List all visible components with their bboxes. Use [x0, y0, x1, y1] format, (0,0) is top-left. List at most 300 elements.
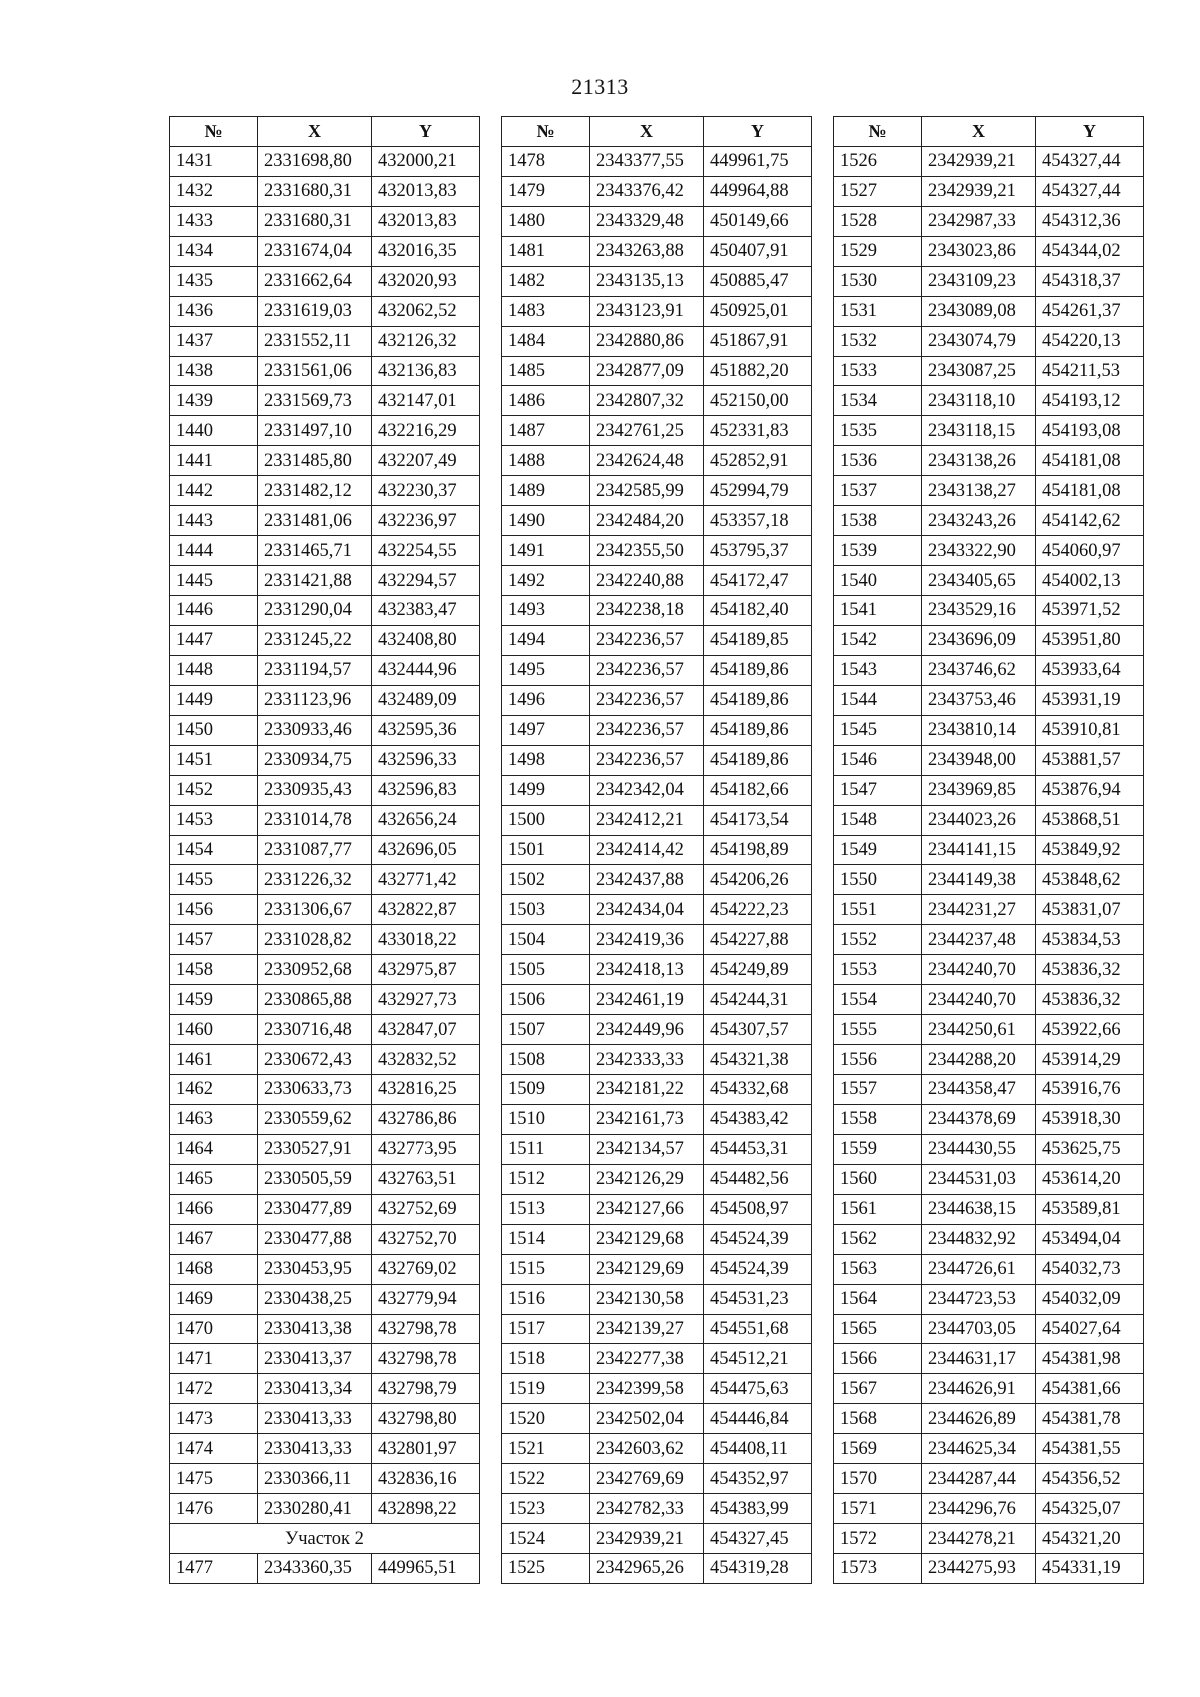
y-coordinate-cell: 454172,47: [704, 566, 812, 596]
point-number-cell: 1497: [502, 715, 590, 745]
x-coordinate-cell: 2342412,21: [590, 805, 704, 835]
y-coordinate-cell: 454327,44: [1036, 176, 1144, 206]
x-coordinate-cell: 2343138,26: [922, 446, 1036, 476]
x-coordinate-cell: 2344141,15: [922, 835, 1036, 865]
table-row: [170, 356, 480, 386]
point-number-cell: 1486: [502, 386, 590, 416]
y-coordinate-cell: 454060,97: [1036, 536, 1144, 566]
y-coordinate-cell: 453951,80: [1036, 625, 1144, 655]
x-coordinate-cell: 2343135,13: [590, 266, 704, 296]
point-number-cell: 1532: [834, 326, 922, 356]
x-coordinate-cell: 2331306,67: [258, 895, 372, 925]
table-row: [170, 206, 480, 236]
x-coordinate-cell: 2342161,73: [590, 1104, 704, 1134]
y-coordinate-cell: 453795,37: [704, 536, 812, 566]
point-number-cell: 1560: [834, 1164, 922, 1194]
point-number-cell: 1464: [170, 1134, 258, 1164]
x-coordinate-cell: 2344703,05: [922, 1314, 1036, 1344]
x-coordinate-cell: 2342434,04: [590, 895, 704, 925]
x-coordinate-cell: 2342181,22: [590, 1075, 704, 1105]
table-row: [502, 476, 812, 506]
y-coordinate-cell: 454002,13: [1036, 566, 1144, 596]
table-row: [170, 176, 480, 206]
y-coordinate-cell: 454381,98: [1036, 1344, 1144, 1374]
x-coordinate-cell: 2342965,26: [590, 1554, 704, 1584]
y-coordinate-cell: 453933,64: [1036, 655, 1144, 685]
point-number-cell: 1441: [170, 446, 258, 476]
table-row: [502, 1164, 812, 1194]
point-number-cell: 1510: [502, 1104, 590, 1134]
point-number-cell: 1542: [834, 625, 922, 655]
table-row: [170, 1015, 480, 1045]
x-coordinate-cell: 2331028,82: [258, 925, 372, 955]
x-coordinate-cell: 2331421,88: [258, 566, 372, 596]
x-coordinate-cell: 2343377,55: [590, 146, 704, 176]
column-header-x: X: [922, 117, 1036, 147]
table-row: [834, 1434, 1144, 1464]
x-coordinate-cell: 2342502,04: [590, 1404, 704, 1434]
point-number-cell: 1534: [834, 386, 922, 416]
table-row: [502, 1374, 812, 1404]
x-coordinate-cell: 2330952,68: [258, 955, 372, 985]
x-coordinate-cell: 2342236,57: [590, 715, 704, 745]
x-coordinate-cell: 2342236,57: [590, 625, 704, 655]
x-coordinate-cell: 2331226,32: [258, 865, 372, 895]
point-number-cell: 1466: [170, 1194, 258, 1224]
point-number-cell: 1490: [502, 506, 590, 536]
x-coordinate-cell: 2342939,21: [590, 1524, 704, 1554]
y-coordinate-cell: 454524,39: [704, 1224, 812, 1254]
y-coordinate-cell: 454381,55: [1036, 1434, 1144, 1464]
y-coordinate-cell: 432801,97: [372, 1434, 480, 1464]
point-number-cell: 1561: [834, 1194, 922, 1224]
y-coordinate-cell: 432771,42: [372, 865, 480, 895]
table-row: [834, 146, 1144, 176]
x-coordinate-cell: 2344275,93: [922, 1554, 1036, 1584]
table-row: [170, 1254, 480, 1284]
x-coordinate-cell: 2330413,33: [258, 1434, 372, 1464]
x-coordinate-cell: 2344723,53: [922, 1284, 1036, 1314]
x-coordinate-cell: 2343123,91: [590, 296, 704, 326]
x-coordinate-cell: 2344726,61: [922, 1254, 1036, 1284]
point-number-cell: 1548: [834, 805, 922, 835]
point-number-cell: 1528: [834, 206, 922, 236]
table-row: [170, 1164, 480, 1194]
table-row: [502, 1524, 812, 1554]
y-coordinate-cell: 454307,57: [704, 1015, 812, 1045]
table-row: [502, 865, 812, 895]
point-number-cell: 1553: [834, 955, 922, 985]
table-row: [834, 955, 1144, 985]
point-number-cell: 1453: [170, 805, 258, 835]
x-coordinate-cell: 2342807,32: [590, 386, 704, 416]
y-coordinate-cell: 432752,69: [372, 1194, 480, 1224]
y-coordinate-cell: 432020,93: [372, 266, 480, 296]
y-coordinate-cell: 454189,86: [704, 685, 812, 715]
y-coordinate-cell: 454211,53: [1036, 356, 1144, 386]
table-row: [834, 326, 1144, 356]
table-row: [170, 835, 480, 865]
y-coordinate-cell: 454244,31: [704, 985, 812, 1015]
x-coordinate-cell: 2343089,08: [922, 296, 1036, 326]
point-number-cell: 1511: [502, 1134, 590, 1164]
point-number-cell: 1540: [834, 566, 922, 596]
y-coordinate-cell: 453834,53: [1036, 925, 1144, 955]
x-coordinate-cell: 2344278,21: [922, 1524, 1036, 1554]
table-row: [502, 1464, 812, 1494]
point-number-cell: 1518: [502, 1344, 590, 1374]
point-number-cell: 1439: [170, 386, 258, 416]
point-number-cell: 1536: [834, 446, 922, 476]
table-row: [170, 865, 480, 895]
table-row: [502, 206, 812, 236]
table-header: [170, 117, 480, 147]
x-coordinate-cell: 2342134,57: [590, 1134, 704, 1164]
y-coordinate-cell: 450407,91: [704, 236, 812, 266]
y-coordinate-cell: 449965,51: [372, 1554, 480, 1584]
y-coordinate-cell: 454327,44: [1036, 146, 1144, 176]
y-coordinate-cell: 454027,64: [1036, 1314, 1144, 1344]
point-number-cell: 1433: [170, 206, 258, 236]
x-coordinate-cell: 2343118,10: [922, 386, 1036, 416]
table-row: [834, 1554, 1144, 1584]
y-coordinate-cell: 432207,49: [372, 446, 480, 476]
point-number-cell: 1484: [502, 326, 590, 356]
point-number-cell: 1529: [834, 236, 922, 266]
table-row: [834, 835, 1144, 865]
table-row: [170, 296, 480, 326]
x-coordinate-cell: 2331481,06: [258, 506, 372, 536]
table-row: [170, 1104, 480, 1134]
y-coordinate-cell: 432595,36: [372, 715, 480, 745]
point-number-cell: 1440: [170, 416, 258, 446]
column-header-y: Y: [372, 117, 480, 147]
point-number-cell: 1566: [834, 1344, 922, 1374]
table-row: [502, 1344, 812, 1374]
point-number-cell: 1455: [170, 865, 258, 895]
point-number-cell: 1538: [834, 506, 922, 536]
x-coordinate-cell: 2330527,91: [258, 1134, 372, 1164]
x-coordinate-cell: 2342236,57: [590, 745, 704, 775]
x-coordinate-cell: 2343109,23: [922, 266, 1036, 296]
table-row: [502, 1224, 812, 1254]
point-number-cell: 1552: [834, 925, 922, 955]
x-coordinate-cell: 2330413,34: [258, 1374, 372, 1404]
table-row: [502, 745, 812, 775]
table-row: [170, 596, 480, 626]
y-coordinate-cell: 432798,78: [372, 1314, 480, 1344]
table-row: [502, 985, 812, 1015]
x-coordinate-cell: 2343746,62: [922, 655, 1036, 685]
x-coordinate-cell: 2344531,03: [922, 1164, 1036, 1194]
table-row: [502, 506, 812, 536]
y-coordinate-cell: 432836,16: [372, 1464, 480, 1494]
table-row: [170, 446, 480, 476]
table-row: [502, 566, 812, 596]
y-coordinate-cell: 454181,08: [1036, 446, 1144, 476]
y-coordinate-cell: 454381,66: [1036, 1374, 1144, 1404]
x-coordinate-cell: 2331482,12: [258, 476, 372, 506]
point-number-cell: 1473: [170, 1404, 258, 1434]
y-coordinate-cell: 432254,55: [372, 536, 480, 566]
x-coordinate-cell: 2330865,88: [258, 985, 372, 1015]
point-number-cell: 1472: [170, 1374, 258, 1404]
table-row: [502, 1284, 812, 1314]
y-coordinate-cell: 432444,96: [372, 655, 480, 685]
table-row: [834, 1134, 1144, 1164]
y-coordinate-cell: 454189,86: [704, 655, 812, 685]
point-number-cell: 1493: [502, 596, 590, 626]
table-row: [834, 775, 1144, 805]
y-coordinate-cell: 432786,86: [372, 1104, 480, 1134]
y-coordinate-cell: 454189,85: [704, 625, 812, 655]
x-coordinate-cell: 2331245,22: [258, 625, 372, 655]
y-coordinate-cell: 432816,25: [372, 1075, 480, 1105]
x-coordinate-cell: 2331552,11: [258, 326, 372, 356]
table-row: [502, 1254, 812, 1284]
x-coordinate-cell: 2344625,34: [922, 1434, 1036, 1464]
x-coordinate-cell: 2344430,55: [922, 1134, 1036, 1164]
point-number-cell: 1489: [502, 476, 590, 506]
table-row: [502, 685, 812, 715]
point-number-cell: 1435: [170, 266, 258, 296]
point-number-cell: 1494: [502, 625, 590, 655]
y-coordinate-cell: 432798,80: [372, 1404, 480, 1434]
y-coordinate-cell: 452852,91: [704, 446, 812, 476]
y-coordinate-cell: 453922,66: [1036, 1015, 1144, 1045]
x-coordinate-cell: 2343969,85: [922, 775, 1036, 805]
table-row: [834, 1524, 1144, 1554]
x-coordinate-cell: 2342624,48: [590, 446, 704, 476]
x-coordinate-cell: 2342238,18: [590, 596, 704, 626]
table-row: [834, 1164, 1144, 1194]
coordinates-table-3: [833, 116, 1144, 1584]
x-coordinate-cell: 2343405,65: [922, 566, 1036, 596]
point-number-cell: 1571: [834, 1494, 922, 1524]
table-row: [834, 1254, 1144, 1284]
y-coordinate-cell: 454142,62: [1036, 506, 1144, 536]
x-coordinate-cell: 2343118,15: [922, 416, 1036, 446]
point-number-cell: 1546: [834, 745, 922, 775]
y-coordinate-cell: 454383,42: [704, 1104, 812, 1134]
point-number-cell: 1443: [170, 506, 258, 536]
x-coordinate-cell: 2343243,26: [922, 506, 1036, 536]
y-coordinate-cell: 453836,32: [1036, 955, 1144, 985]
x-coordinate-cell: 2342585,99: [590, 476, 704, 506]
x-coordinate-cell: 2331465,71: [258, 536, 372, 566]
x-coordinate-cell: 2343329,48: [590, 206, 704, 236]
x-coordinate-cell: 2330505,59: [258, 1164, 372, 1194]
y-coordinate-cell: 453831,07: [1036, 895, 1144, 925]
x-coordinate-cell: 2331674,04: [258, 236, 372, 266]
point-number-cell: 1556: [834, 1045, 922, 1075]
y-coordinate-cell: 449964,88: [704, 176, 812, 206]
point-number-cell: 1485: [502, 356, 590, 386]
point-number-cell: 1565: [834, 1314, 922, 1344]
table-row: [170, 1224, 480, 1254]
table-row: [502, 775, 812, 805]
point-number-cell: 1460: [170, 1015, 258, 1045]
x-coordinate-cell: 2343322,90: [922, 536, 1036, 566]
y-coordinate-cell: 454332,68: [704, 1075, 812, 1105]
x-coordinate-cell: 2342939,21: [922, 146, 1036, 176]
table-row: [834, 1374, 1144, 1404]
y-coordinate-cell: 432489,09: [372, 685, 480, 715]
x-coordinate-cell: 2342126,29: [590, 1164, 704, 1194]
table-row: [834, 1224, 1144, 1254]
table-row: [502, 925, 812, 955]
y-coordinate-cell: 432294,57: [372, 566, 480, 596]
table-row: [170, 1075, 480, 1105]
y-coordinate-cell: 454475,63: [704, 1374, 812, 1404]
x-coordinate-cell: 2342129,69: [590, 1254, 704, 1284]
y-coordinate-cell: 454181,08: [1036, 476, 1144, 506]
y-coordinate-cell: 453494,04: [1036, 1224, 1144, 1254]
x-coordinate-cell: 2343810,14: [922, 715, 1036, 745]
point-number-cell: 1459: [170, 985, 258, 1015]
x-coordinate-cell: 2342761,25: [590, 416, 704, 446]
table-row: [170, 476, 480, 506]
y-coordinate-cell: 454032,09: [1036, 1284, 1144, 1314]
point-number-cell: 1547: [834, 775, 922, 805]
table-row: [170, 1284, 480, 1314]
table-row: [834, 266, 1144, 296]
table-row: [502, 1314, 812, 1344]
point-number-cell: 1520: [502, 1404, 590, 1434]
y-coordinate-cell: 454312,36: [1036, 206, 1144, 236]
y-coordinate-cell: 453848,62: [1036, 865, 1144, 895]
table-row: [834, 1194, 1144, 1224]
point-number-cell: 1555: [834, 1015, 922, 1045]
x-coordinate-cell: 2342484,20: [590, 506, 704, 536]
y-coordinate-cell: 454352,97: [704, 1464, 812, 1494]
table-row: [170, 715, 480, 745]
x-coordinate-cell: 2330280,41: [258, 1494, 372, 1524]
y-coordinate-cell: 450149,66: [704, 206, 812, 236]
point-number-cell: 1549: [834, 835, 922, 865]
point-number-cell: 1516: [502, 1284, 590, 1314]
table-row: [834, 685, 1144, 715]
table-row: [834, 356, 1144, 386]
table-row: [834, 1404, 1144, 1434]
x-coordinate-cell: 2344296,76: [922, 1494, 1036, 1524]
y-coordinate-cell: 452150,00: [704, 386, 812, 416]
y-coordinate-cell: 454381,78: [1036, 1404, 1144, 1434]
y-coordinate-cell: 432763,51: [372, 1164, 480, 1194]
x-coordinate-cell: 2342236,57: [590, 655, 704, 685]
point-number-cell: 1438: [170, 356, 258, 386]
x-coordinate-cell: 2330366,11: [258, 1464, 372, 1494]
y-coordinate-cell: 432136,83: [372, 356, 480, 386]
point-number-cell: 1569: [834, 1434, 922, 1464]
y-coordinate-cell: 454182,40: [704, 596, 812, 626]
point-number-cell: 1527: [834, 176, 922, 206]
table-row: [834, 566, 1144, 596]
point-number-cell: 1524: [502, 1524, 590, 1554]
table-row: [834, 715, 1144, 745]
table-row: [170, 1374, 480, 1404]
table-body: [502, 146, 812, 1583]
x-coordinate-cell: 2330559,62: [258, 1104, 372, 1134]
page-number: 21313: [571, 74, 629, 99]
table-row: [502, 1134, 812, 1164]
column-header-x: X: [258, 117, 372, 147]
y-coordinate-cell: 453881,57: [1036, 745, 1144, 775]
point-number-cell: 1554: [834, 985, 922, 1015]
table-row: [170, 1434, 480, 1464]
point-number-cell: 1437: [170, 326, 258, 356]
table-body: [170, 146, 480, 1583]
x-coordinate-cell: 2342129,68: [590, 1224, 704, 1254]
y-coordinate-cell: 454227,88: [704, 925, 812, 955]
x-coordinate-cell: 2344378,69: [922, 1104, 1036, 1134]
table-row: [502, 955, 812, 985]
x-coordinate-cell: 2342461,19: [590, 985, 704, 1015]
table-row: [502, 895, 812, 925]
point-number-cell: 1468: [170, 1254, 258, 1284]
y-coordinate-cell: 454531,23: [704, 1284, 812, 1314]
point-number-cell: 1447: [170, 625, 258, 655]
table-row: [834, 1344, 1144, 1374]
x-coordinate-cell: 2342437,88: [590, 865, 704, 895]
table-row: [834, 745, 1144, 775]
y-coordinate-cell: 432216,29: [372, 416, 480, 446]
point-number-cell: 1496: [502, 685, 590, 715]
table-row: [170, 386, 480, 416]
table-row: [834, 386, 1144, 416]
table-row: [170, 1554, 480, 1584]
x-coordinate-cell: 2330935,43: [258, 775, 372, 805]
table-row: [834, 1015, 1144, 1045]
point-number-cell: 1501: [502, 835, 590, 865]
point-number-cell: 1526: [834, 146, 922, 176]
point-number-cell: 1451: [170, 745, 258, 775]
table-row: [170, 805, 480, 835]
x-coordinate-cell: 2344358,47: [922, 1075, 1036, 1105]
y-coordinate-cell: 454512,21: [704, 1344, 812, 1374]
point-number-cell: 1502: [502, 865, 590, 895]
y-coordinate-cell: 432016,35: [372, 236, 480, 266]
table-row: [170, 955, 480, 985]
x-coordinate-cell: 2342603,62: [590, 1434, 704, 1464]
y-coordinate-cell: 454182,66: [704, 775, 812, 805]
x-coordinate-cell: 2344288,20: [922, 1045, 1036, 1075]
point-number-cell: 1543: [834, 655, 922, 685]
point-number-cell: 1461: [170, 1045, 258, 1075]
x-coordinate-cell: 2342877,09: [590, 356, 704, 386]
point-number-cell: 1470: [170, 1314, 258, 1344]
x-coordinate-cell: 2342418,13: [590, 955, 704, 985]
y-coordinate-cell: 432656,24: [372, 805, 480, 835]
x-coordinate-cell: 2331497,10: [258, 416, 372, 446]
table-row: [502, 1554, 812, 1584]
x-coordinate-cell: 2331290,04: [258, 596, 372, 626]
x-coordinate-cell: 2330413,33: [258, 1404, 372, 1434]
table-row: [834, 536, 1144, 566]
y-coordinate-cell: 452331,83: [704, 416, 812, 446]
x-coordinate-cell: 2343360,35: [258, 1554, 372, 1584]
table-row: [834, 446, 1144, 476]
table-row: [502, 266, 812, 296]
column-header-y: Y: [1036, 117, 1144, 147]
x-coordinate-cell: 2331014,78: [258, 805, 372, 835]
y-coordinate-cell: 453931,19: [1036, 685, 1144, 715]
x-coordinate-cell: 2342236,57: [590, 685, 704, 715]
point-number-cell: 1517: [502, 1314, 590, 1344]
column-header-number: №: [502, 117, 590, 147]
x-coordinate-cell: 2344638,15: [922, 1194, 1036, 1224]
table-row: [834, 506, 1144, 536]
